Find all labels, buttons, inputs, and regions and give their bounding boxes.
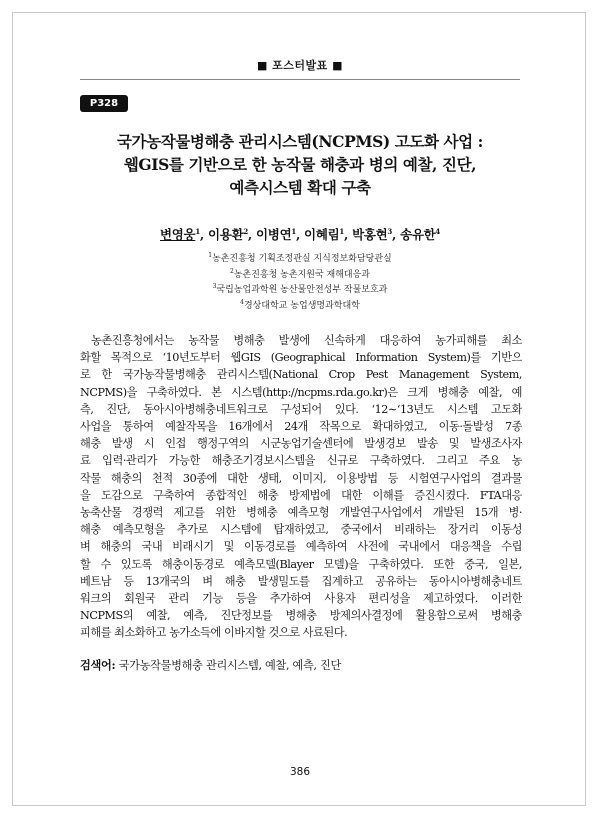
author-affiliation-mark: 1 — [291, 226, 296, 236]
affiliation — [80, 297, 520, 313]
header-divider — [80, 79, 520, 80]
author-name: 이용환 — [208, 227, 244, 242]
abstract-line: 해충 예측모형을 추가로 시스템에 탑재하였고, 중국에서 비래하는 장거리 이동성 — [80, 523, 522, 537]
author-list: 변영웅$^1$, 이용환$^2$, 이병연$^1$, 이혜림$^1$, 박홍현$^3$, 송유한$^4$ — [160, 226, 440, 242]
affiliation-text: 농촌진흥청 기획조정관실 지식정보화담당관실 — [212, 254, 392, 264]
author-affiliation-mark: 4 — [435, 226, 440, 236]
author-name: 이병연 — [256, 227, 292, 242]
affiliation-mark: 1 — [208, 252, 213, 259]
abstract-line: 워크의 회원국 관리 기능 등을 추가하여 사용자 편리성을 제고하였다. 이러한 — [80, 592, 522, 606]
affiliation-mark: 4 — [240, 298, 244, 306]
affiliation-mark: 2 — [230, 267, 234, 275]
abstract-line: 로 한 국가농작물병해충 관리시스템(National Crop Pest Management System, — [80, 368, 522, 382]
abstract-line: 작물 해충의 천적 30종에 대한 생태, 이미지, 이용방법 등 시험연구사업의 결과물 — [80, 471, 522, 485]
abstract-line: 피해를 최소화하고 농가소득에 이바지할 것으로 사료된다. — [80, 626, 348, 640]
author-name: 이혜림 — [304, 227, 340, 242]
author-name: 변영웅 — [160, 227, 196, 242]
abstract-line: 농촌진흥청에서는 농작물 병해충 발생에 신속하게 대응하여 농가피해를 최소 — [91, 334, 522, 347]
affiliation-text: 국립농업과학원 농산물안전성부 작물보호과 — [216, 285, 388, 296]
affiliation-text: 농촌진흥청 농촌지원국 재해대응과 — [233, 269, 370, 280]
author-name: 박홍현 — [352, 227, 388, 242]
section-header: ■ 포스터발표 ■ — [256, 59, 344, 72]
abstract-line: NCPMS)을 구축하였다. 본 시스템(http://ncpms.rda.go.kr)은 크게 병해충 예찰, 예 — [80, 385, 522, 399]
author-affiliation-mark: 1 — [195, 226, 200, 236]
author-name: 송유한 — [400, 227, 436, 242]
abstract-line: 측, 진단, 동아시아병해충네트워크로 구성되어 있다. ‘12∼‘13년도 시스템 고도화 — [80, 402, 522, 416]
page-number: 386 — [289, 766, 311, 778]
abstract-line: 사업을 통하여 예찰작목을 16개에서 24개 작목으로 확대하였고, 이동·돌발성 7종 — [80, 420, 522, 434]
abstract-line: NCPMS의 예찰, 예측, 진단정보를 병해충 방제의사결정에 활용함으로써 병해충 — [80, 609, 522, 623]
affiliation-text: 경상대학교 농업생명과학대학 — [243, 300, 360, 311]
affiliation — [80, 266, 520, 282]
abstract-line: 화할 목적으로 ‘10년도부터 웹GIS (Geographical Information System)를 기반으 — [80, 351, 522, 365]
abstract-line: 할 수 있도록 해충이동경로 예측모델(Blayer 모델)을 구축하였다. 또한 중국, 일본, — [80, 557, 522, 571]
abstract-line: 해충 발생 시 인접 행정구역의 시군농업기술센터에 발생경보 발송 및 발생조사자 — [80, 437, 522, 451]
keywords-text: 국가농작물병해충 관리시스템, 예찰, 예측, 진단 — [118, 659, 342, 672]
paper-title — [70, 130, 530, 199]
abstract-body — [80, 332, 522, 642]
title-line: 웹GIS를 기반으로 한 농작물 해충과 병의 예찰, 진단, — [123, 155, 477, 174]
title-line: 국가농작물병해충 관리시스템(NCPMS) 고도화 사업 : — [116, 132, 483, 151]
author-affiliation-mark: 3 — [387, 226, 392, 236]
title-line: 예측시스템 확대 구축 — [229, 178, 371, 197]
affiliation — [80, 281, 520, 297]
author-affiliation-mark: 1 — [339, 226, 344, 236]
keywords — [80, 657, 522, 673]
affiliation-mark: 3 — [212, 283, 217, 291]
affiliation — [80, 250, 520, 266]
poster-code-badge: P328 — [80, 95, 128, 112]
keywords-label: 검색어: — [80, 658, 116, 672]
abstract-line: 료 입력·관리가 가능한 해충조기경보시스템을 신규로 구축하였다. 그리고 주요 농 — [80, 454, 522, 468]
abstract-line: 벼 해충의 국내 비래시기 및 이동경로를 예측하여 사전에 국내에서 대응책을 수립 — [80, 540, 522, 554]
author-affiliation-mark: 2 — [243, 226, 248, 236]
abstract-line: 을 도감으로 구축하여 종합적인 해충 방제법에 대한 이해를 증진시켰다. FTA대응 — [80, 488, 522, 502]
affiliation-list — [80, 250, 520, 312]
abstract-line: 베트남 등 13개국의 벼 해충 발생밀도를 집계하고 공유하는 동아시아병해충네트 — [80, 574, 522, 588]
abstract-line: 농축산물 경쟁력 제고를 위한 병해충 예측모형 개발연구사업에서 개발된 15개 병· — [80, 506, 522, 520]
